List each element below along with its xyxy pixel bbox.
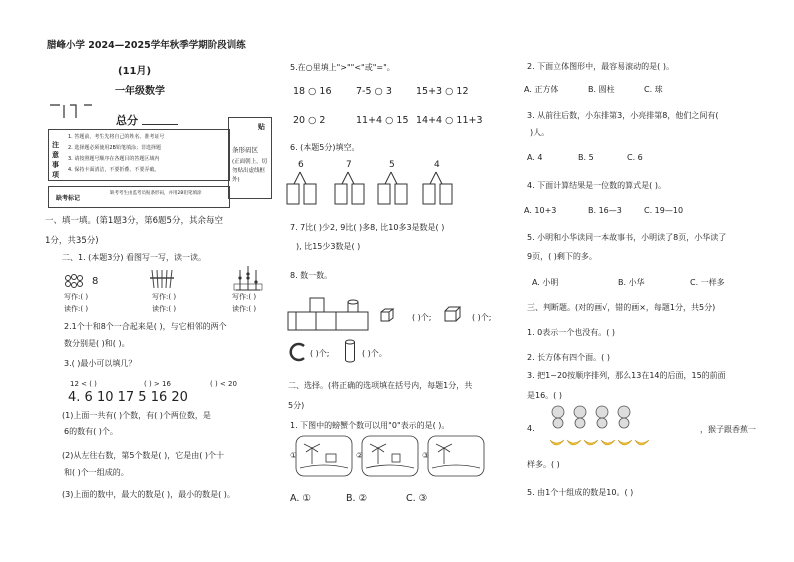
mc3-option-b: B. 5	[578, 153, 594, 162]
mc5-option-a: A. 小明	[532, 278, 559, 287]
q2-text: 2.1个十和8个一合起来是( )，与它相邻的两个	[64, 322, 227, 331]
tree-number-1: 6	[298, 160, 304, 170]
cube-icon	[380, 308, 394, 322]
q4-part-c: (3)上面的数中，最大的数是( )，最小的数是( )。	[62, 490, 235, 499]
svg-text:①: ①	[290, 451, 298, 460]
read-label-3: 读作:( )	[232, 305, 257, 313]
judge-4-cont: 样多。( )	[527, 460, 560, 469]
bananas-icon	[548, 436, 648, 452]
mc5-option-b: B. 小华	[618, 278, 645, 287]
q6-text: 6. (本题5分)填空。	[290, 143, 360, 152]
barcode-label: 条形码区	[232, 146, 258, 154]
q3-expr-3: ( ) < 20	[210, 380, 237, 388]
section3-title: 三、判断题。(对的画√，错的画×，每题1分，共5分)	[527, 303, 716, 312]
mc3-option-a: A. 4	[527, 153, 543, 162]
mc3-cont: )人。	[530, 128, 550, 137]
compare-1: 18 ○ 16	[293, 86, 332, 97]
q4-part-b: (2)从左往右数，第5个数是( )，它是由( )个十	[62, 451, 224, 460]
svg-text:②: ②	[356, 451, 364, 460]
q7-cont: ), 比15少3数是( )	[296, 242, 361, 251]
monkeys-icon	[548, 404, 644, 430]
q3-expr-2: ( ) > 16	[144, 380, 171, 388]
judge-3-cont: 是16。( )	[527, 391, 562, 400]
q4-part-a: (1)上面一共有( )个数，有( )个两位数，是	[62, 411, 211, 420]
mc4-text: 4. 下面计算结果是一位数的算式是( )。	[527, 181, 666, 190]
number-split-diagram	[284, 170, 464, 210]
bead-cluster-icon	[64, 274, 86, 288]
mc2-text: 2. 下面立体图形中，最容易滚动的是( )。	[527, 62, 674, 71]
mc2-option-c: C. 球	[644, 85, 663, 94]
q3-expr-1: 12 < ( )	[70, 380, 97, 388]
mc5-cont: 9页，( )剩下的多。	[527, 252, 597, 261]
mc2-option-b: B. 圆柱	[588, 85, 615, 94]
judge-4-number: 4.	[527, 424, 535, 433]
q4-numbers: 4. 6 10 17 5 16 20	[68, 390, 188, 405]
notice-side-label: 注意事项	[52, 141, 59, 179]
absent-mark-label: 缺考标记	[56, 195, 81, 202]
sphere-icon	[288, 342, 308, 362]
mc4-option-c: C. 19—10	[644, 206, 684, 215]
total-score-label: 总分	[116, 114, 138, 127]
read-label-2: 读作:( )	[152, 305, 177, 313]
mc3-text: 3. 从前往后数，小东排第3，小亮排第8，他们之间有(	[527, 111, 719, 120]
tree-number-3: 5	[389, 160, 395, 170]
notice-line-3: 3. 请按照题号顺序在各题目的答题区域内	[68, 156, 160, 162]
solid-shapes-figure	[286, 292, 372, 334]
mc5-option-c: C. 一样多	[690, 278, 725, 287]
count-cylinder: ( )个。	[362, 349, 387, 358]
count-cuboid: ( )个;	[472, 313, 492, 322]
notice-line-2: 2. 选择题必须使用2B铅笔填涂；非选择题	[68, 145, 161, 151]
judge-5: 5. 由1个十组成的数是10。( )	[527, 488, 634, 497]
mc1-text: 1. 下图中的螃蟹个数可以用"0"表示的是( )。	[290, 421, 450, 430]
cuboid-icon	[444, 306, 462, 322]
absent-mark-note: 缺考考生由监考员贴条形码，并用2B铅笔填涂	[110, 191, 202, 196]
compare-6: 14+4 ○ 11+3	[416, 115, 483, 126]
section2-title: 二、选择。(将正确的选项填在括号内，每题1分，共	[288, 381, 473, 390]
compare-5: 11+4 ○ 15	[356, 115, 409, 126]
q1-number: 8	[92, 276, 99, 287]
section1-title: 一、填一填。(第1题3分，第6题5分，其余每空	[45, 216, 223, 226]
q4-part-b-cont: 和( )个一组成的。	[64, 468, 129, 477]
notice-line-1: 1. 答题前，考生先将自己的姓名、准考证号	[68, 134, 165, 140]
compare-4: 20 ○ 2	[293, 115, 326, 126]
q4-part-a-cont: 6的数有( )个。	[64, 427, 118, 436]
mc5-text: 5. 小明和小华读同一本故事书，小明读了8页，小华读了	[527, 233, 727, 242]
cylinder-icon	[344, 338, 356, 364]
count-cube: ( )个;	[412, 313, 432, 322]
paste-label: 贴	[258, 123, 265, 131]
q1-text: 二、1. (本题3分) 看图写一写，读一读。	[62, 253, 207, 262]
read-label-1: 读作:( )	[64, 305, 89, 313]
mc4-option-b: B. 16—3	[588, 206, 622, 215]
stick-bundle-icon	[150, 268, 178, 290]
mc2-option-a: A. 正方体	[524, 85, 559, 94]
exam-month: (11月)	[118, 66, 152, 77]
notice-line-4: 4. 保持卡面清洁，不要折叠、不要弄破。	[68, 167, 160, 173]
write-label-2: 写作:( )	[152, 293, 177, 301]
header-decor	[48, 100, 108, 120]
compare-2: 7-5 ○ 3	[356, 86, 392, 97]
mc4-option-a: A. 10+3	[524, 206, 557, 215]
q8-text: 8. 数一数。	[290, 271, 333, 280]
q3-text: 3.( )最小可以填几？	[64, 359, 137, 368]
write-label-1: 写作:( )	[64, 293, 89, 301]
q2-cont: 数分别是( )和( )。	[64, 339, 130, 348]
total-score-line	[142, 124, 178, 125]
section2-cont: 5分)	[288, 401, 305, 410]
compare-3: 15+3 ○ 12	[416, 86, 469, 97]
q7-text: 7. 7比( )少2, 9比( )多8, 比10多3是数是( )	[290, 223, 445, 232]
barcode-note: (正面朝上，切勿贴出虚线框外)	[232, 159, 268, 183]
write-label-3: 写作:( )	[232, 293, 257, 301]
judge-3: 3. 把1~20按顺序排列，那么13在14的后面，15的前面	[527, 371, 726, 380]
judge-1: 1. 0表示一个也没有。( )	[527, 328, 616, 337]
exam-subject: 一年级数学	[115, 86, 165, 97]
tree-number-2: 7	[346, 160, 352, 170]
judge-2: 2. 长方体有四个面。( )	[527, 353, 610, 362]
section1-cont: 1分，共35分)	[45, 236, 99, 246]
mc1-option-b: B. ②	[346, 493, 368, 504]
count-sphere: ( )个;	[310, 349, 330, 358]
svg-text:③: ③	[422, 451, 430, 460]
judge-4-text: ，猴子跟香蕉一	[700, 425, 756, 434]
school-title: 腊峰小学 2024—2025学年秋季学期阶段训练	[47, 40, 246, 51]
tree-number-4: 4	[434, 160, 440, 170]
mc1-option-c: C. ③	[406, 493, 428, 504]
abacus-icon	[232, 264, 264, 292]
q5-text: 5.在○里填上">""<"或"="。	[290, 63, 395, 72]
crab-scene-images	[290, 434, 500, 480]
mc3-option-c: C. 6	[627, 153, 643, 162]
mc1-option-a: A. ①	[290, 493, 311, 504]
